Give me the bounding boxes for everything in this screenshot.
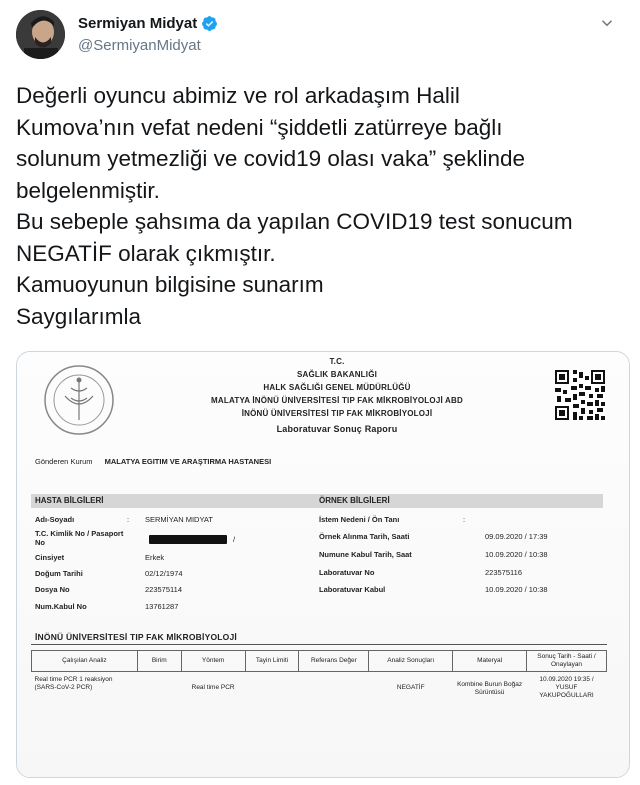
section-header-bar: [31, 494, 603, 508]
column-header: Analiz Sonuçları: [369, 651, 453, 672]
tweet-text-line: Bu sebeple şahsıma da yapılan COVID19 test sonucum: [16, 209, 573, 234]
file-no-label: Dosya No: [35, 585, 70, 594]
lab-no-label: Laboratuvar No: [319, 568, 375, 577]
column-header: Sonuç Tarih - Saati / Onaylayan: [527, 651, 607, 672]
method-cell: Real time PCR: [191, 684, 235, 691]
sample-received-label: Numune Kabul Tarih, Saat: [319, 550, 412, 559]
patient-info-heading: HASTA BİLGİLERİ: [35, 496, 104, 505]
sender-label: Gönderen Kurum: [35, 457, 93, 466]
chevron-down-icon[interactable]: [598, 14, 616, 32]
tweet-text-line: Değerli oyuncu abimiz ve rol arkadaşım Halil: [16, 83, 460, 108]
document-header: [137, 355, 537, 436]
gender-label: Cinsiyet: [35, 553, 65, 562]
analysis-cell: Real time PCR 1 reaksiyon (SARS-CoV-2 PCR): [34, 676, 113, 691]
table-row: [32, 672, 607, 721]
tweet-text-line: Kumova’nın vefat nedeni “şiddetli zatürreye bağlı: [16, 114, 503, 140]
author-handle[interactable]: @SermiyanMidyat: [78, 37, 201, 54]
request-reason-label: İstem Nedeni / Ön Tanı: [319, 515, 400, 524]
patient-name-label: Adı-Soyadı: [35, 515, 75, 524]
file-no-value: 223575114: [145, 585, 182, 594]
column-header: Çalışılan Analiz: [32, 651, 138, 672]
unit-cell: [137, 672, 181, 721]
qr-code-icon: [555, 370, 605, 420]
author-name-line[interactable]: [78, 15, 218, 32]
limit-cell: [245, 672, 299, 721]
sample-taken-label: Örnek Alınma Tarih, Saati: [319, 532, 410, 541]
sender-value: MALATYA EGITIM VE ARAŞTIRMA HASTANESI: [104, 457, 272, 466]
gender-value: Erkek: [145, 553, 165, 562]
patient-name-value: SERMİYAN MIDYAT: [145, 515, 213, 524]
author-name[interactable]: Sermiyan Midyat: [78, 15, 198, 32]
accept-no-label: Num.Kabul No: [35, 602, 87, 611]
birth-date-value: 02/12/1974: [145, 569, 183, 578]
lab-accept-value: 10.09.2020 / 10:38: [485, 585, 548, 594]
avatar[interactable]: [16, 10, 65, 59]
column-header: Yöntem: [181, 651, 245, 672]
birth-date-label: Doğum Tarihi: [35, 569, 83, 578]
tweet-text-line: solunum yetmezliği ve covid19 olası vaka” şeklinde: [16, 146, 525, 171]
tweet-text-line: belgelenmiştir.: [16, 177, 160, 203]
results-header-row: [32, 651, 607, 672]
results-table: [31, 650, 607, 720]
column-header: Referans Değer: [299, 651, 369, 672]
tweet-text-line: Kamuoyunun bilgisine sunarım: [16, 272, 324, 297]
result-cell: NEGATİF: [396, 684, 425, 691]
sample-received-value: 10.09.2020 / 10:38: [485, 550, 548, 559]
tweet-text-line: Saygılarımla: [16, 303, 142, 329]
results-divider: [31, 644, 607, 645]
column-header: Birim: [137, 651, 181, 672]
header-line-ministry: SAĞLIK BAKANLIĞI: [296, 370, 378, 379]
patient-id-suffix: /: [233, 535, 236, 544]
redaction-bar: [149, 535, 227, 544]
header-line-directorate: HALK SAĞLIĞI GENEL MÜDÜRLÜĞÜ: [263, 383, 411, 392]
column-header: Materyal: [453, 651, 527, 672]
tweet-text: [16, 80, 626, 332]
header-line-department: MALATYA İNÖNÜ ÜNİVERSİTESİ TIP FAK MİKROBİYOLOJİ ABD: [211, 396, 463, 405]
tweet-header: [16, 10, 616, 62]
column-header: Tayin Limiti: [245, 651, 299, 672]
header-line-tc: T.C.: [329, 357, 345, 366]
request-reason-value: :: [463, 515, 466, 524]
header-line-lab: İNÖNÜ ÜNİVERSİTESİ TIP FAK MİKROBİYOLOJİ: [241, 409, 433, 418]
lab-accept-label: Laboratuvar Kabul: [319, 585, 386, 594]
lab-report-document: [17, 352, 629, 777]
sample-info-heading: ÖRNEK BİLGİLERİ: [319, 496, 390, 505]
tweet-text-line: NEGATİF olarak çıkmıştır.: [16, 240, 276, 266]
reference-cell: [299, 672, 369, 721]
patient-id-label: T.C. Kimlik No / Pasaport No: [35, 529, 124, 547]
lab-no-value: 223575116: [485, 568, 522, 577]
report-title: Laboratuvar Sonuç Raporu: [276, 424, 398, 434]
material-cell: Kombine Burun Boğaz Sürüntüsü: [457, 681, 523, 696]
ministry-seal-icon: [41, 362, 117, 438]
sample-taken-value: 09.09.2020 / 17:39: [485, 532, 548, 541]
sender-institution: [35, 457, 271, 466]
verified-badge-icon: [201, 15, 218, 32]
results-section-title: İNÖNÜ ÜNİVERSİTESİ TIP FAK MİKROBİYOLOJİ: [35, 632, 237, 642]
accept-no-value: 13761287: [145, 602, 179, 611]
result-date-cell: 10.09.2020 19:35 / YUSUF YAKUPOĞULLARI: [539, 676, 594, 699]
tweet-media-image[interactable]: [16, 351, 630, 778]
patient-colon: :: [127, 515, 130, 524]
